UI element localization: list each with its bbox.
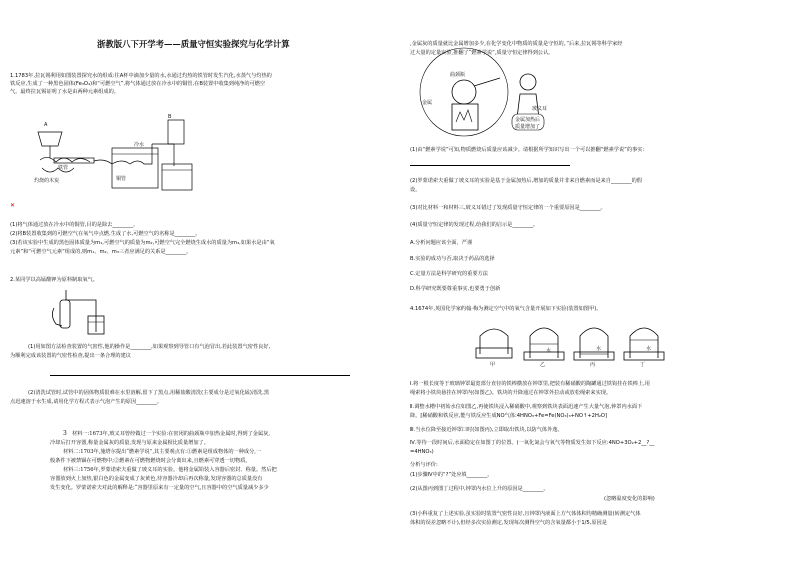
- q4-intro: 4.1674年,英国化学家约翰·梅为测定空气中的氧气含量开展如下实验(装置如图甲)。: [410, 306, 602, 312]
- q3-material3-line2: 容器放到火上加热,银白色的金属变成了灰黄色,待容器冷却后再次称量,发现容器的总质量没有: [50, 476, 263, 482]
- label-bing: 丙: [590, 362, 596, 368]
- q1-intro-line2: 铁反应,生成了一种黑色固体(Fe₃O₄)和“可燃空气”,将气体通过放在冷水中的铜管,在B装置中收集到纯净的可燃空: [10, 81, 266, 87]
- q3-continue-line2: 过大量的定量实验,推翻了“燃素学说”,质量守恒定律得到公认。: [410, 50, 554, 56]
- q3-number: 3: [63, 430, 67, 437]
- q4-eval-part3-line2: 体积的误差忽略不计),但经多次实验测定,发现每次测得空气的含氧量都小于1/5,原因是: [410, 520, 607, 526]
- label-iron-tube: 铁管: [58, 165, 69, 171]
- q4-step1-line2: 绳索将小铁块悬挂在钟罩内(如图乙)。铁块的升降通过在钟罩外拉动或放松绳索来实现。: [410, 390, 612, 396]
- q4-step3: Ⅲ.当水位降至接近钟罩口时(如图丙),立即取出铁块,以防气体外逸。: [410, 427, 563, 433]
- label-jia: 甲: [490, 362, 496, 368]
- q3-part1: (1)由“燃素学说”可知,物质燃烧后质量应该减少。请根据所学知识写出一个可以推翻“燃素学说”的事实:: [410, 147, 645, 153]
- label-boyle: 玻义耳: [532, 106, 548, 112]
- boyle-experiment-figure: [420, 60, 560, 140]
- q4-eval-part2-note: (忽略温度变化的影响): [604, 496, 655, 502]
- q2-part1-line2: 为顺利完成该装置的气密性检查,提出一条合理的建议: [10, 353, 131, 359]
- q4-eval-part3-line1: (3)小科重复了上述实验,虽实验时装置气密性良好,且钟罩内液面上方气体体积均精确测量(转测定气体: [410, 511, 641, 517]
- label-cold-water: 冷水: [134, 142, 145, 148]
- broken-image-icon: ✕: [10, 202, 16, 209]
- label-water-yi: 水: [546, 348, 552, 354]
- q3-part1-answer-line: [410, 160, 570, 166]
- q3-option-b: B.实验的成功与否,取决于药品的选择: [410, 256, 495, 262]
- q3-part4: (4)质量守恒定律的发现过程,给我们的启示是________。: [410, 222, 539, 228]
- label-ding: 丁: [640, 362, 646, 368]
- q4-step4-line1: Ⅳ.等待一段时间后,水面稳定在如图丁的位置。(一氧化氮会与氧气等物质发生如下反应:4NO+3O₂+2__?__: [410, 440, 655, 446]
- q3-continue-line1: ,金属灰的质量就比金属增加多少,在化学变化中物质的质量是守恒的。”后来,拉瓦锡等科学家经: [410, 41, 623, 47]
- label-copper-tube: 铜管: [116, 176, 127, 182]
- boyle-head: [520, 74, 536, 90]
- hand: [52, 308, 62, 326]
- q3-material1-line2: 冷却后打开容器,称量金属灰的质量,发现与原来金属相比质量增加了。: [50, 440, 209, 446]
- funnel-a: [38, 132, 62, 146]
- figure-yi: [524, 328, 564, 368]
- bubble-text-2: 质量增加了: [515, 124, 541, 130]
- label-water-ding: 水: [646, 346, 652, 352]
- q2-part2-line2: 点迅速溶于水生成,请用化学方程式表示气泡产生的原因________。: [10, 399, 163, 405]
- q4-eval-part2: (2)从图丙到图丁过程中,钟罩内水位上升的原因是________。: [410, 486, 549, 492]
- q3-part3: (3)对比材料一和材料三,玻义耳错过了发现质量守恒定律的一个重要原因是________。: [410, 205, 606, 211]
- label-water-bing: 水: [596, 346, 602, 352]
- q3-material1-line1: 材料一:1673年,玻义耳曾经做过一个实验:在密闭的曲颈瓶中加热金属时,得到了金属灰,: [72, 431, 271, 437]
- label-b: B: [168, 114, 172, 120]
- label-retort: 曲颈瓶: [450, 72, 466, 78]
- q4-step2-line2: 降。[稀硝酸和铁反应,能与铁反应生成NO气体:4HNO₃+Fe=Fe(NO₃)₃+NO↑+2H₂O]: [410, 413, 608, 419]
- q1-part3-line1: (3)若该实验中生成的黑色固体质量为m₁,可燃空气的质量为m₂,可燃空气完全燃烧生成水的质量为m₃,如果水是由“氧: [10, 240, 275, 246]
- test-tube: [60, 300, 70, 328]
- label-metal: 金属: [422, 100, 433, 106]
- q2-part1-line1: (1)用如图方法检查装置的气密性,他的操作是________,如果观察到导管口有气泡冒出,若此装置气密性良好,: [28, 344, 271, 350]
- right-column: [404, 0, 789, 561]
- q2-intro: 2.某同学以高锰酸钾为原料制取氧气。: [10, 277, 98, 283]
- q4-eval-part1: (1)步骤Ⅳ中的“?”处应填________。: [410, 472, 493, 478]
- q3-part2-line1: (2)罗蒙诺索夫重做了玻义耳的实验是基于金属加热后,增加的质量并非来自燃素而是来自________的假: [410, 178, 643, 184]
- retort-flask: [452, 80, 476, 104]
- delivery-tube: [66, 290, 96, 332]
- q1-part2: (2)将B装置收集到的可燃空气在氧气中点燃,生成了水,可燃空气的名称是________。: [10, 231, 201, 237]
- lavoisier-apparatus-figure: [34, 110, 204, 195]
- q4-step2-line1: Ⅱ.调整水槽中初始水位如图乙,再使铁块浸入稀硝酸中,观察到铁块表面迅速产生大量气泡,钟罩内水面下: [410, 404, 643, 410]
- label-a: A: [44, 122, 48, 128]
- figure-ding: [624, 328, 664, 368]
- q1-intro-line3: 气。最终拉瓦锡证明了水是由两种元素组成的。: [10, 89, 119, 95]
- q2-answer-line: [50, 370, 350, 376]
- q4-evaluation-heading: 分析与评价:: [410, 462, 438, 468]
- q3-material2-line1: 材料二:1703年,施塔尔提出“燃素学说”,其主要观点有:①燃素是组成物体的一种成分,一: [63, 449, 262, 455]
- left-column: [10, 0, 395, 561]
- q1-intro-line1: 1.1783年,拉瓦锡利用如图装置探究水的组成:往A杯中滴加少量的水,水通过灼热的铁管时发生汽化,水蒸气与灼热的: [10, 73, 272, 79]
- figure-bing: [574, 328, 614, 368]
- bell-jar-figures: [474, 318, 674, 368]
- airtightness-figure: [46, 286, 106, 338]
- bubble-text-1: 金属加热后: [515, 117, 541, 123]
- q3-material3-line1: 材料三:1756年,罗蒙诺索夫重做了玻义耳的实验。他将金属铅装入容器后密封、称量。然后把: [63, 467, 277, 473]
- water-trough-b: [162, 164, 192, 190]
- label-fire: 灼烧的木炭: [34, 178, 60, 184]
- q3-material3-line3: 发生变化。罗蒙诺索夫对此的解释是:“容器里原来有一定量的空气,且容器中的空气质量减少多少: [50, 485, 269, 491]
- q3-option-d: D.科学研究既要尊重事实,也要勇于创新: [410, 286, 501, 292]
- collector-b: [168, 120, 184, 144]
- q4-step4-line2: =4HNO₃): [410, 449, 434, 455]
- label-yi: 乙: [540, 362, 546, 368]
- q3-part2-line2: 设。: [410, 187, 421, 193]
- flame-icon: [456, 110, 472, 122]
- page-title: 浙教版八下开学考——质量守恒实验探究与化学计算: [97, 39, 290, 49]
- q3-option-c: C.定量方法是科学研究的重要方法: [410, 271, 488, 277]
- q3-material2-line2: 般条件下被禁锢在可燃物中;②燃素在可燃物燃烧时会分离出来,且燃素可穿透一切物质。: [50, 458, 251, 464]
- q1-part3-line2: 元素”和“可燃空气元素”组成的,则m₁、m₂、m₃三者应满足的关系是________。: [10, 249, 192, 255]
- q3-option-a: A.分析问题应该全面、严谨: [410, 240, 473, 246]
- q2-part2-line1: (2)清洗试管时,试管中的固体物质很难在水里溶解,留下了黑点,用稀盐酸清洗(主要成分是过氧化锰)清洗,黑: [28, 390, 270, 396]
- q4-step1-line1: Ⅰ.将一根长度等于玻璃钟罩最宽部分直径的铁棒横放在钟罩里,把装有稀硝酸的陶罐通过铁钩挂在铁棒上,用: [410, 381, 650, 387]
- figure-circle-frame: [420, 48, 508, 136]
- q1-part1: (1)将气体通过放在冷水中的铜管,目的是除去________。: [10, 222, 139, 228]
- figure-jia: [476, 329, 512, 368]
